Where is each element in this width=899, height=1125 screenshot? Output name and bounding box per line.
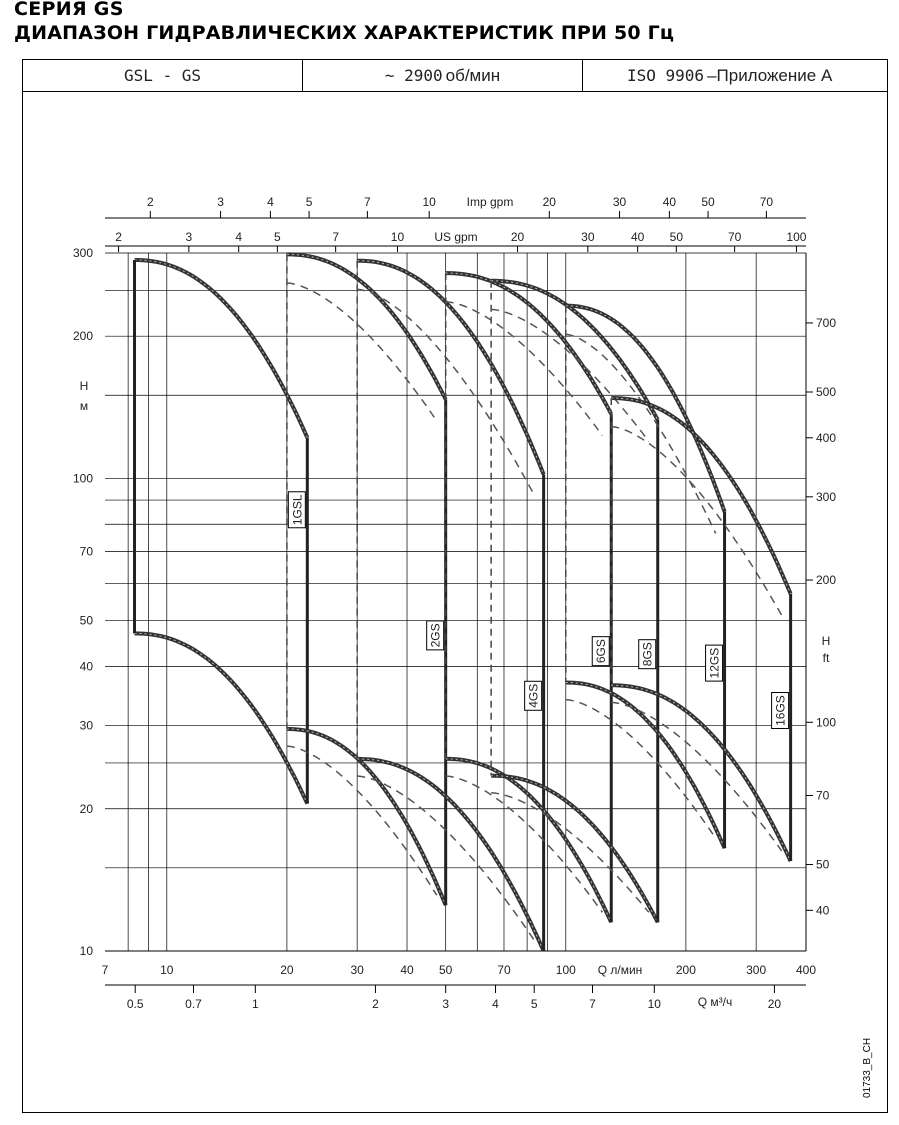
standard-annex: –Приложение A bbox=[707, 65, 833, 85]
x-us-tick-label: 2 bbox=[115, 230, 122, 244]
grid bbox=[105, 253, 806, 951]
x-imp-tick-label: 7 bbox=[364, 195, 371, 209]
x-us-tick-label: 30 bbox=[581, 230, 595, 244]
curve-max-stages-hatch bbox=[135, 260, 308, 438]
y-left-tick-label: 30 bbox=[79, 718, 93, 733]
x-m3-unit-label: Q м³/ч bbox=[697, 995, 733, 1009]
x-us-tick-label: 7 bbox=[332, 230, 340, 244]
curve-max-stages-hatch bbox=[611, 398, 790, 594]
y-right-tick-label: 70 bbox=[816, 788, 830, 803]
x-main-tick-label: 200 bbox=[675, 963, 696, 977]
y-right-tick-label: 200 bbox=[816, 573, 837, 588]
curve-dashed-top bbox=[446, 302, 603, 436]
curve-min-stages bbox=[446, 759, 612, 922]
y-left-tick-label: 10 bbox=[79, 944, 93, 958]
y-left-tick-label: 70 bbox=[79, 544, 93, 559]
x-us-tick-label: 40 bbox=[630, 230, 645, 244]
x-imp-tick-label: 2 bbox=[146, 195, 154, 209]
y-right-tick-label: 40 bbox=[816, 903, 830, 918]
curve-dashed-bottom bbox=[446, 776, 603, 912]
x-main-tick-label: 40 bbox=[400, 963, 414, 977]
x-imp-tick-label: 3 bbox=[217, 195, 224, 209]
y-right-tick-label: 300 bbox=[816, 489, 837, 504]
y-right-unit-label: H bbox=[821, 634, 831, 648]
curve-max-stages bbox=[287, 254, 446, 399]
x-m3-tick-label: 3 bbox=[442, 997, 450, 1011]
x-main-tick-label: 50 bbox=[439, 963, 453, 977]
curve-max-stages bbox=[566, 306, 725, 512]
model-label: 6GS bbox=[594, 639, 609, 664]
curve-min-stages-hatch bbox=[135, 633, 308, 803]
model-label: 16GS bbox=[773, 695, 788, 726]
curve-min-stages bbox=[287, 729, 446, 905]
x-imp-tick-label: 10 bbox=[422, 195, 436, 209]
x-us-tick-label: 50 bbox=[669, 230, 684, 244]
x-main-tick-label: 300 bbox=[746, 963, 767, 977]
curve-max-stages bbox=[446, 273, 612, 414]
y-left-tick-label: 40 bbox=[79, 659, 93, 674]
y-left-unit2-label: м bbox=[79, 399, 89, 413]
x-imp-tick-label: 70 bbox=[759, 195, 774, 209]
curve-dashed-bottom bbox=[287, 746, 437, 895]
curve-max-stages-hatch bbox=[446, 273, 612, 414]
curve-max-stages-hatch bbox=[287, 254, 446, 399]
x-m3-tick-label: 5 bbox=[530, 997, 538, 1011]
y-left-tick-label: 200 bbox=[72, 329, 93, 344]
y-left-tick-label: 50 bbox=[79, 613, 93, 628]
y-left-tick-label: 300 bbox=[72, 246, 93, 260]
x-m3-tick-label: 4 bbox=[492, 997, 499, 1011]
x-imp-tick-label: 5 bbox=[305, 195, 313, 209]
x-main-tick-label: 100 bbox=[555, 963, 576, 977]
series-4gs bbox=[357, 261, 543, 951]
x-m3-tick-label: 0.7 bbox=[185, 997, 202, 1011]
x-m3-tick-label: 10 bbox=[647, 997, 661, 1011]
x-imp-tick-label: 4 bbox=[267, 195, 274, 209]
main-title: ДИАПАЗОН ГИДРАВЛИЧЕСКИХ ХАРАКТЕРИСТИК ПРИ 50 Гц bbox=[14, 22, 675, 44]
curve-min-stages-hatch bbox=[491, 776, 658, 923]
x-m3-tick-label: 0.5 bbox=[126, 997, 144, 1011]
y-right-unit2-label: ft bbox=[822, 651, 830, 665]
x-main-unit-label: Q л/мин bbox=[597, 963, 643, 977]
model-cell: GSL - GS bbox=[23, 60, 303, 91]
curve-min-stages-hatch bbox=[287, 729, 446, 905]
x-main-tick-label: 20 bbox=[280, 963, 294, 977]
curve-min-stages-hatch bbox=[446, 759, 612, 922]
x-m3-tick-label: 20 bbox=[767, 997, 782, 1011]
speed-unit: об/мин bbox=[445, 65, 501, 85]
series-12gs bbox=[566, 306, 725, 848]
x-main-tick-label: 7 bbox=[101, 963, 109, 977]
model-label: 4GS bbox=[526, 683, 541, 708]
curve-max-stages-hatch bbox=[566, 306, 725, 512]
x-m3-tick-label: 7 bbox=[589, 997, 596, 1011]
y-left-tick-label: 20 bbox=[79, 801, 93, 816]
series-title: СЕРИЯ GS bbox=[14, 0, 124, 20]
x-us-tick-label: 3 bbox=[185, 230, 193, 244]
y-right-tick-label: 500 bbox=[816, 384, 837, 399]
curve-max-stages bbox=[611, 398, 790, 594]
x-us-unit-label: US gpm bbox=[434, 230, 478, 244]
x-us-tick-label: 100 bbox=[786, 230, 807, 244]
y-right-tick-label: 100 bbox=[816, 715, 837, 730]
x-main-tick-label: 400 bbox=[795, 963, 817, 977]
x-imp-tick-label: 20 bbox=[542, 195, 556, 209]
y-right-tick-label: 50 bbox=[816, 857, 830, 872]
y-left-unit-label: H bbox=[79, 379, 89, 393]
series-1gsl bbox=[135, 260, 308, 804]
x-us-tick-label: 10 bbox=[390, 230, 405, 244]
x-imp-tick-label: 40 bbox=[662, 195, 677, 209]
y-left-tick-label: 100 bbox=[72, 471, 93, 486]
x-imp-unit-label: Imp gpm bbox=[466, 195, 514, 209]
x-imp-tick-label: 30 bbox=[612, 195, 627, 209]
x-m3-tick-label: 2 bbox=[372, 997, 379, 1011]
x-us-tick-label: 4 bbox=[235, 230, 243, 244]
curve-min-stages bbox=[135, 633, 308, 803]
x-us-tick-label: 20 bbox=[510, 230, 525, 244]
x-main-tick-label: 30 bbox=[350, 963, 364, 977]
speed-value: ~ 2900 bbox=[384, 66, 443, 85]
series-2gs bbox=[287, 254, 446, 905]
curve-max-stages bbox=[135, 260, 308, 438]
curve-dashed-top bbox=[287, 283, 437, 421]
model-label: 12GS bbox=[707, 647, 722, 679]
y-right-tick-label: 400 bbox=[816, 430, 837, 445]
curve-dashed-bottom bbox=[566, 700, 716, 839]
model-label: 1GSL bbox=[290, 494, 305, 526]
series-16gs bbox=[611, 398, 790, 861]
drawing-code: 01733_B_CH bbox=[862, 1037, 873, 1098]
x-us-tick-label: 70 bbox=[727, 230, 742, 244]
x-main-tick-label: 70 bbox=[497, 963, 511, 977]
x-m3-tick-label: 1 bbox=[251, 997, 259, 1011]
y-right-tick-label: 700 bbox=[816, 315, 837, 330]
model-label: 2GS bbox=[428, 623, 443, 648]
x-main-tick-label: 10 bbox=[160, 963, 174, 977]
curve-min-stages bbox=[491, 776, 658, 923]
model-label: 8GS bbox=[640, 642, 655, 667]
x-imp-tick-label: 50 bbox=[701, 195, 715, 209]
series-8gs bbox=[491, 281, 658, 923]
standard-code: ISO 9906 bbox=[627, 66, 705, 85]
x-us-tick-label: 5 bbox=[274, 230, 281, 244]
